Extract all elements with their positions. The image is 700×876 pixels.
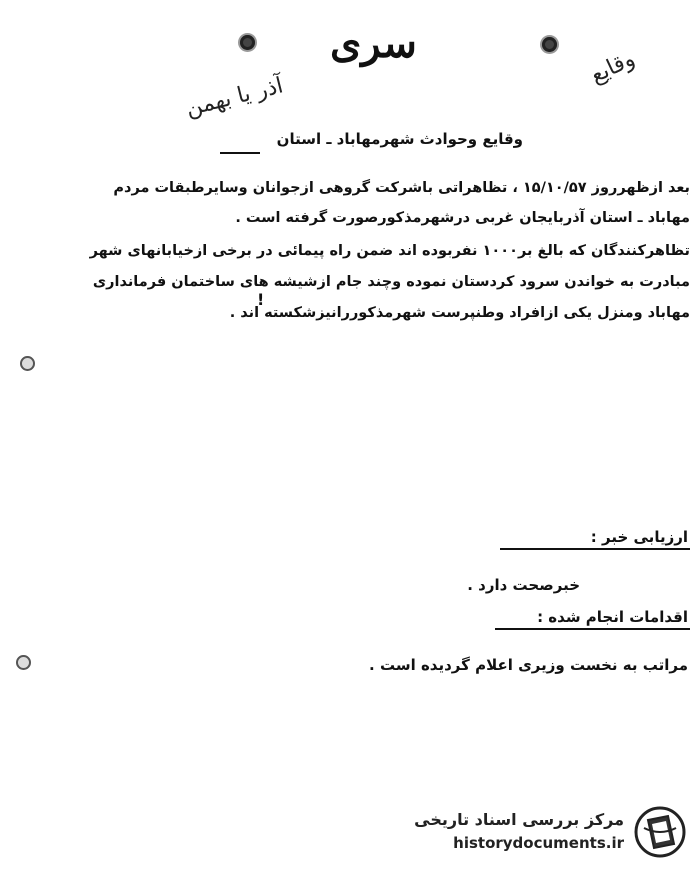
handwritten-corner-note: وقایع [586,46,639,89]
evaluation-heading-line [500,548,690,550]
punch-hole-top-right [542,37,557,52]
evaluation-value: خبرصحت دارد . [467,576,580,594]
body-line-4: مبادرت به خواندن سرود کردستان نموده وچند جام ازشیشه های ساختمان فرمانداری [92,274,690,290]
handwritten-date-note: آذر یا بهمن [183,73,286,122]
title-underline [220,152,260,154]
actions-heading: اقدامات انجام شده : [537,608,688,626]
archive-org-name: مرکز بررسی اسناد تاریخی [414,810,624,829]
archive-logo-icon [634,806,686,858]
punch-hole-left-mid [20,356,35,371]
archive-website: historydocuments.ir [453,834,624,852]
punch-hole-top-left [240,35,255,50]
pen-mark: ! [257,290,265,309]
evaluation-heading: ارزیابی خبر : [590,528,688,546]
body-line-1: بعد ازظهرروز ۱۵/۱۰/۵۷ ، تظاهراتی باشرکت گروهی ازجوانان وسایرطبقات مردم [113,180,690,196]
document-title: وقایع وحوادث شهرمهاباد ـ استان [276,130,523,148]
body-line-3: تظاهرکنندگان که بالغ بر۱۰۰۰ نفربوده اند ضمن راه پیمائی در برخی ازخیابانهای شهر [89,243,690,259]
archive-watermark [411,804,686,862]
body-line-5: مهاباد ومنزل یکی ازافراد وطنپرست شهرمذکوررانیزشکسته اند . [229,305,690,321]
punch-hole-left-bottom [16,655,31,670]
classification-mark: سری [330,20,417,67]
actions-value: مراتب به نخست وزیری اعلام گردیده است . [369,656,688,674]
body-line-2: مهاباد ـ استان آذربایجان غربی درشهرمذکورصورت گرفته است . [235,210,690,226]
actions-heading-line [495,628,690,630]
